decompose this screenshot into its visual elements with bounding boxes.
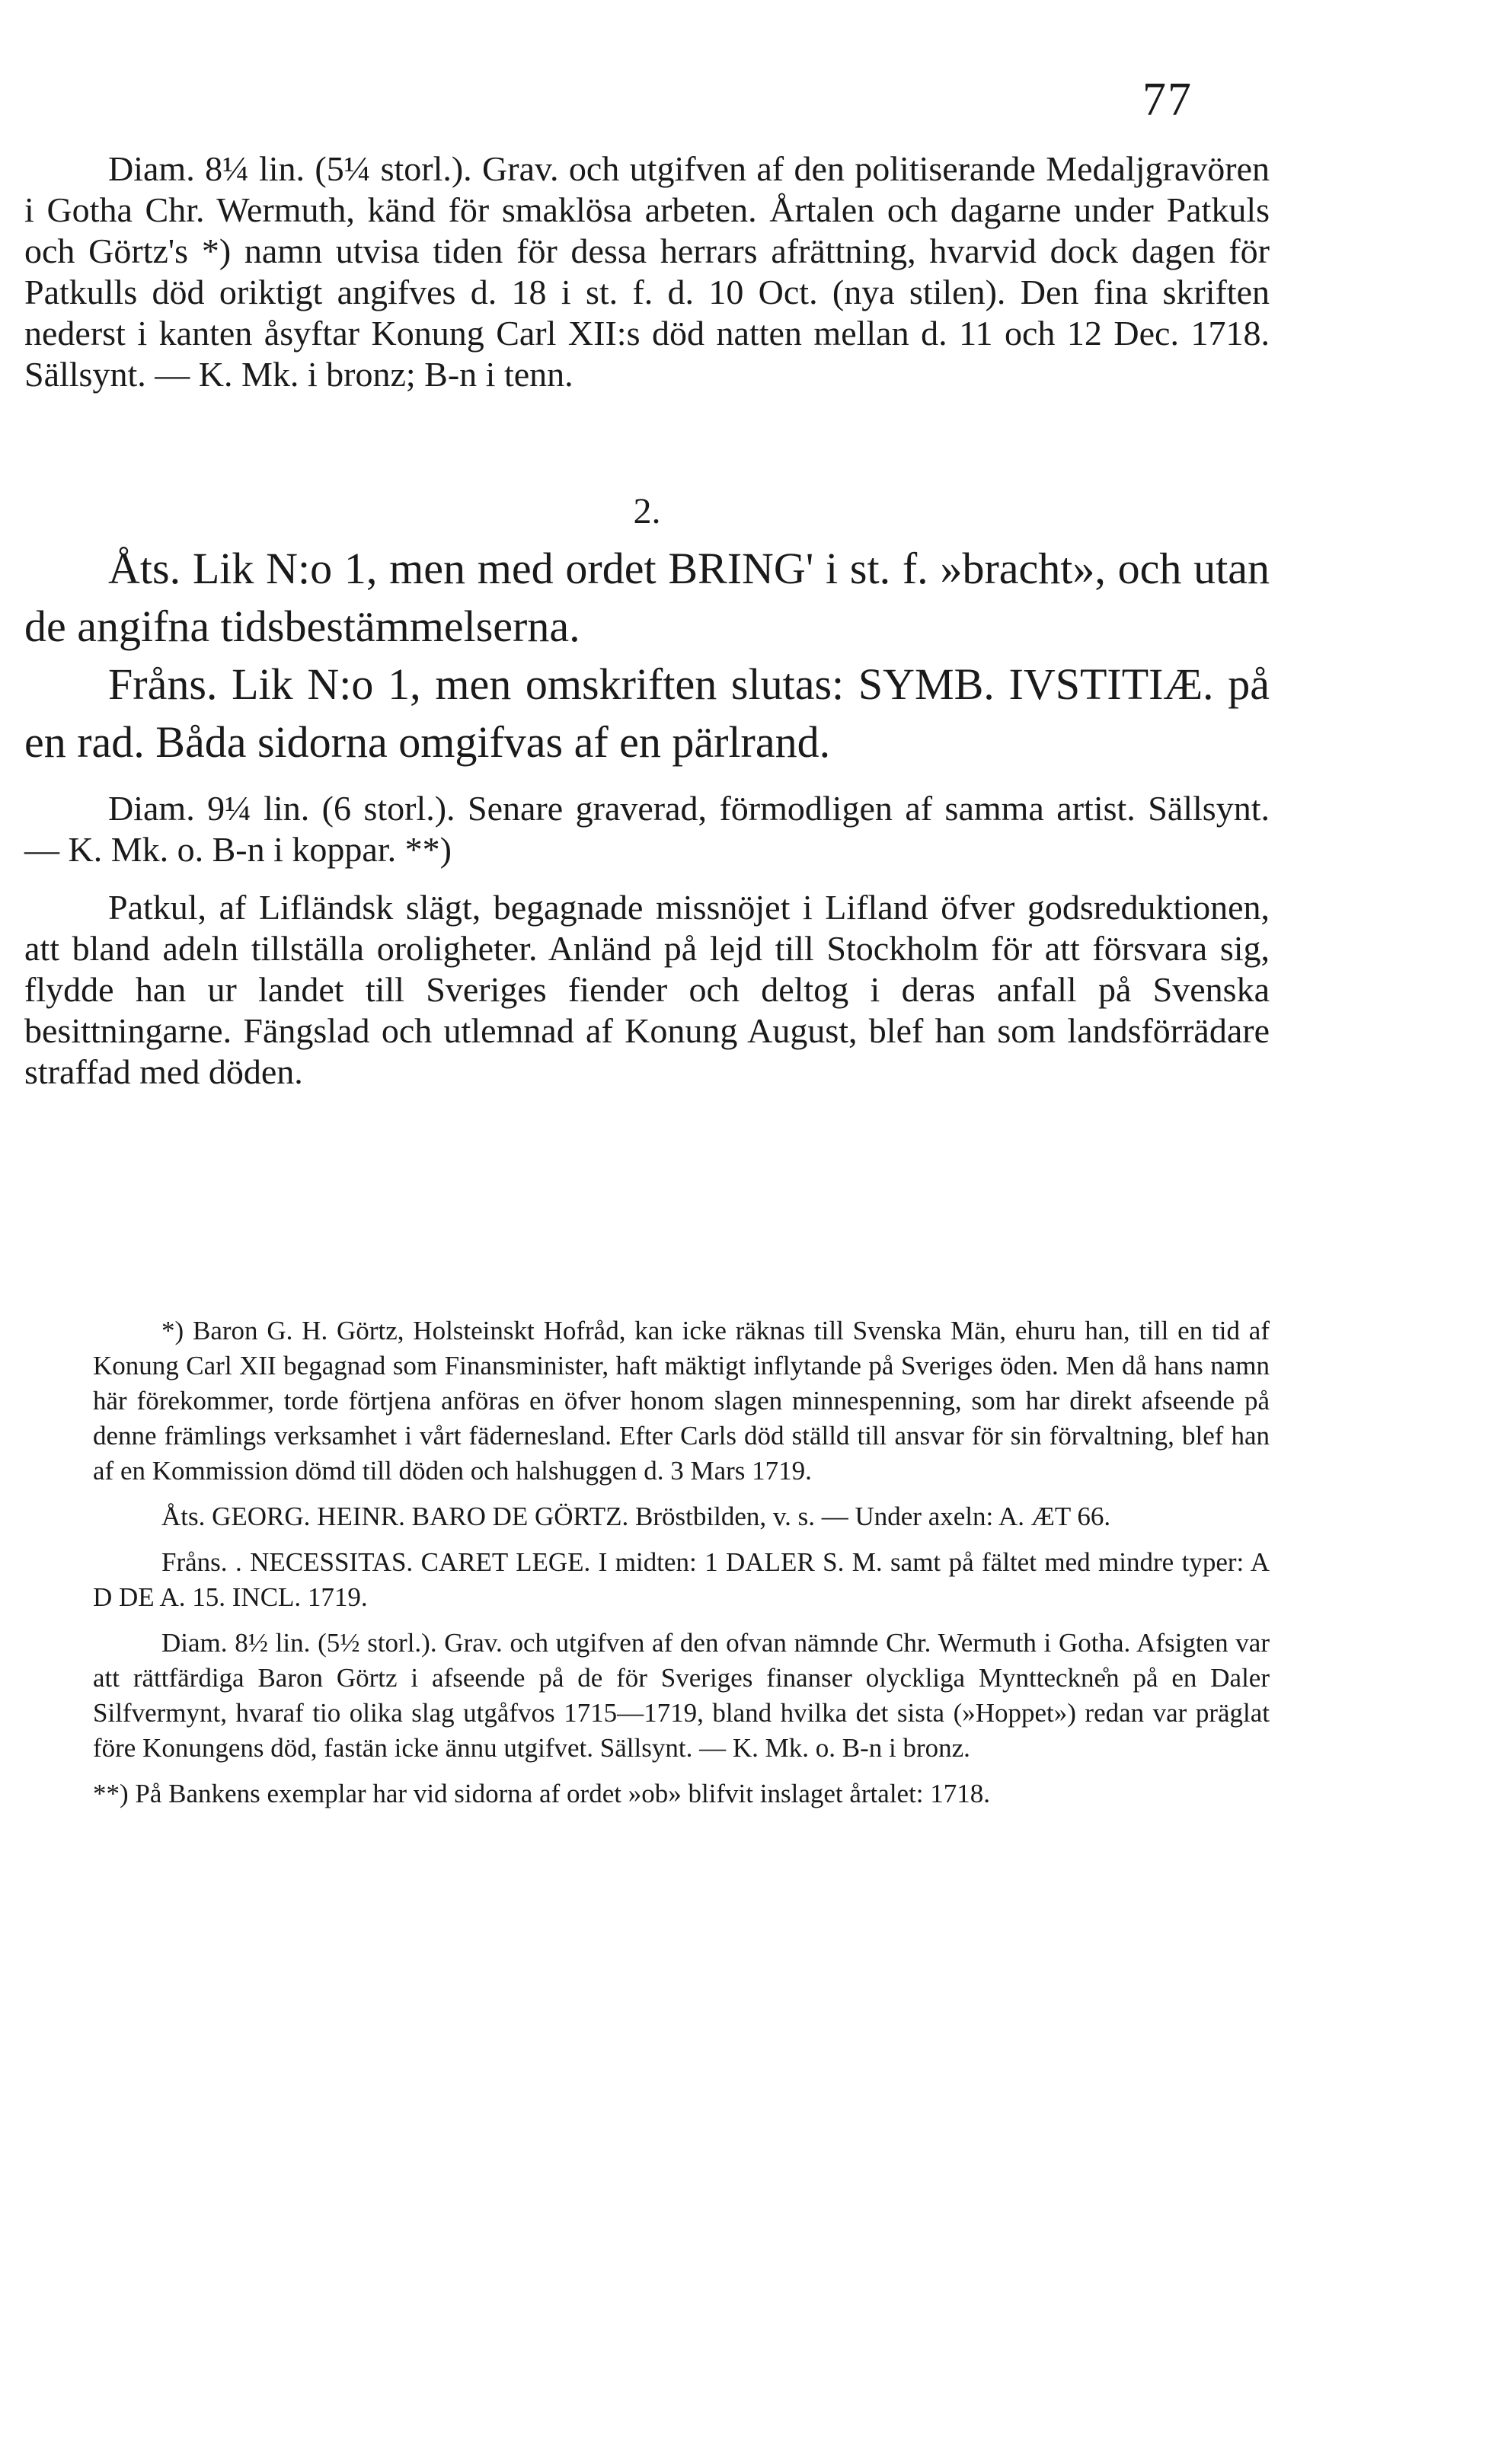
footnote-1-obverse: Åts. GEORG. HEINR. BARO DE GÖRTZ. Bröstbilden, v. s. — Under axeln: A. ÆT 66.	[161, 1502, 1111, 1531]
reverse-description: Fråns. Lik N:o 1, men omskriften slutas: SYMB. IVSTITIÆ. på en rad. Båda sidorna omgifvas af en pärlrand.	[24, 659, 1270, 767]
footnote-1-reverse: Fråns. . NECESSITAS. CARET LEGE. I midten: 1 DALER S. M. samt på fältet med mindre typer: A D DE A. 15. INCL. 1719.	[93, 1547, 1270, 1612]
intro-paragraph: Diam. 8¼ lin. (5¼ storl.). Grav. och utgifven af den politiserande Medaljgravören i Gotha Chr. Wermuth, känd för smaklösa arbeten. Årtalen och dagarne under Patkuls och Görtz's *) namn utvisa tiden för dessa herrars afrättning, hvarvid dock dagen för Patkulls död oriktigt angifves d. 18 i st. f. d. 10 Oct. (nya stilen). Den fina skriften nederst i kanten åsyftar Konung Carl XII:s död natten mellan d. 11 och 12 Dec. 1718. Sällsynt. — K. Mk. i bronz; B-n i tenn.	[24, 149, 1270, 394]
diameter-paragraph: Diam. 9¼ lin. (6 storl.). Senare graverad, förmodligen af samma artist. Sällsynt. — K. Mk. o. B-n i koppar. **)	[24, 789, 1270, 869]
footnote-1-diameter: Diam. 8½ lin. (5½ storl.). Grav. och utgifven af den ofvan nämnde Chr. Wermuth i Gotha. Afsigten var att rättfärdiga Baron Görtz i afseende på de för Sveriges finanser olyckliga Myntteckne̊n på en Daler Silfvermynt, hvaraf tio olika slag utgåfvos 1715—1719, bland hvilka det sista (»Hoppet») redan var präglat före Konungens död, fastän icke ännu utgifvet. Sällsynt. — K. Mk. o. B-n i bronz.	[93, 1628, 1270, 1763]
footnote-1: *) Baron G. H. Görtz, Holsteinskt Hofråd, kan icke räknas till Svenska Män, ehuru han, till en tid af Konung Carl XII begagnad som Finansminister, haft mäktigt inflytande på Sveriges öden. Men då hans namn här förekommer, torde förtjena anföras en öfver honom slagen minnespenning, som har direkt afseende på denne främlings verksamhet i vårt fädernesland. Efter Carls död ställd till ansvar för sin förvaltning, blef han af en Kommission dömd till döden och halshuggen d. 3 Mars 1719.	[93, 1316, 1270, 1486]
main-text	[24, 148, 1270, 1093]
page-number: 77	[1142, 74, 1193, 126]
footnote-2: **) På Bankens exemplar har vid sidorna af ordet »ob» blifvit inslaget årtalet: 1718.	[93, 1779, 991, 1808]
patkul-paragraph: Patkul, af Lifländsk slägt, begagnade missnöjet i Lifland öfver godsreduktionen, att bland adeln tillställa oroligheter. Anländ på lejd till Stockholm för att försvara sig, flydde han ur landet till Sveriges fiender och deltog i deras anfall på Svenska besittningarne. Fängslad och utlemnad af Konung August, blef han som landsförrädare straffad med döden.	[24, 888, 1270, 1091]
footnotes	[93, 1313, 1270, 1811]
section-number: 2.	[633, 491, 661, 531]
obverse-description: Åts. Lik N:o 1, men med ordet BRING' i st. f. »bracht», och utan de angifna tidsbestämmelserna.	[24, 544, 1270, 651]
